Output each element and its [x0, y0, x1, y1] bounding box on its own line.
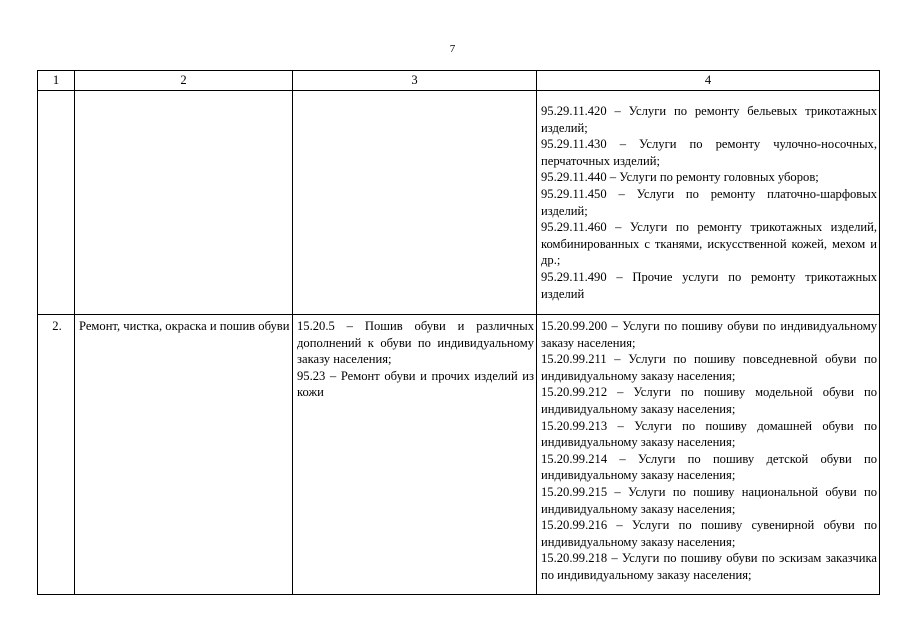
row-number-cell: 2.: [38, 315, 75, 595]
service-item: 15.20.99.211 – Услуги по пошиву повседневной обуви по индивидуальному заказу населения;: [541, 352, 877, 383]
row-number-cell: [38, 91, 75, 315]
service-item: 95.29.11.460 – Услуги по ремонту трикотажных изделий, комбинированных с тканями, искусственной кожей, мехом и др.;: [541, 220, 877, 268]
service-items-cell: [537, 315, 880, 595]
classifier-codes-cell: [293, 91, 537, 315]
service-item: 15.20.99.200 – Услуги по пошиву обуви по индивидуальному заказу населения;: [541, 319, 877, 350]
classifier-code: 95.23 – Ремонт обуви и прочих изделий из кожи: [297, 368, 534, 400]
table-row: [38, 315, 880, 595]
service-item: 95.29.11.420 – Услуги по ремонту бельевых трикотажных изделий;: [541, 104, 877, 135]
service-item: 15.20.99.218 – Услуги по пошиву обуви по эскизам заказчика по индивидуальному заказу населения;: [541, 551, 877, 582]
service-item: 95.29.11.490 – Прочие услуги по ремонту трикотажных изделий: [541, 269, 877, 301]
page-number: 7: [449, 43, 456, 55]
classifier-codes-cell: [293, 315, 537, 595]
services-table: [37, 70, 880, 595]
classifier-code: 15.20.5 – Пошив обуви и различных дополнений к обуви по индивидуальному заказу населения;: [297, 319, 534, 367]
service-item: 15.20.99.212 – Услуги по пошиву модельной обуви по индивидуальному заказу населения;: [541, 385, 877, 416]
column-header: 2: [75, 71, 293, 91]
column-header: 1: [38, 71, 75, 91]
service-item: 15.20.99.213 – Услуги по пошиву домашней обуви по индивидуальному заказу населения;: [541, 418, 877, 450]
table-row: [38, 91, 880, 315]
service-items-cell: [537, 91, 880, 315]
service-name-cell: [75, 91, 293, 315]
column-header: 4: [537, 71, 880, 91]
table-header-row: [38, 71, 880, 91]
service-name-cell: Ремонт, чистка, окраска и пошив обуви: [75, 315, 293, 595]
service-item: 15.20.99.215 – Услуги по пошиву национальной обуви по индивидуальному заказу населения;: [541, 484, 877, 516]
service-item: 95.29.11.450 – Услуги по ремонту платочно-шарфовых изделий;: [541, 186, 877, 218]
service-item: 15.20.99.216 – Услуги по пошиву сувенирной обуви по индивидуальному заказу населения;: [541, 518, 877, 549]
column-header: 3: [293, 71, 537, 91]
service-item: 15.20.99.214 – Услуги по пошиву детской обуви по индивидуальному заказу населения;: [541, 451, 877, 483]
service-item: 95.29.11.440 – Услуги по ремонту головных уборов;: [541, 170, 819, 185]
service-item: 95.29.11.430 – Услуги по ремонту чулочно-носочных, перчаточных изделий;: [541, 137, 877, 168]
